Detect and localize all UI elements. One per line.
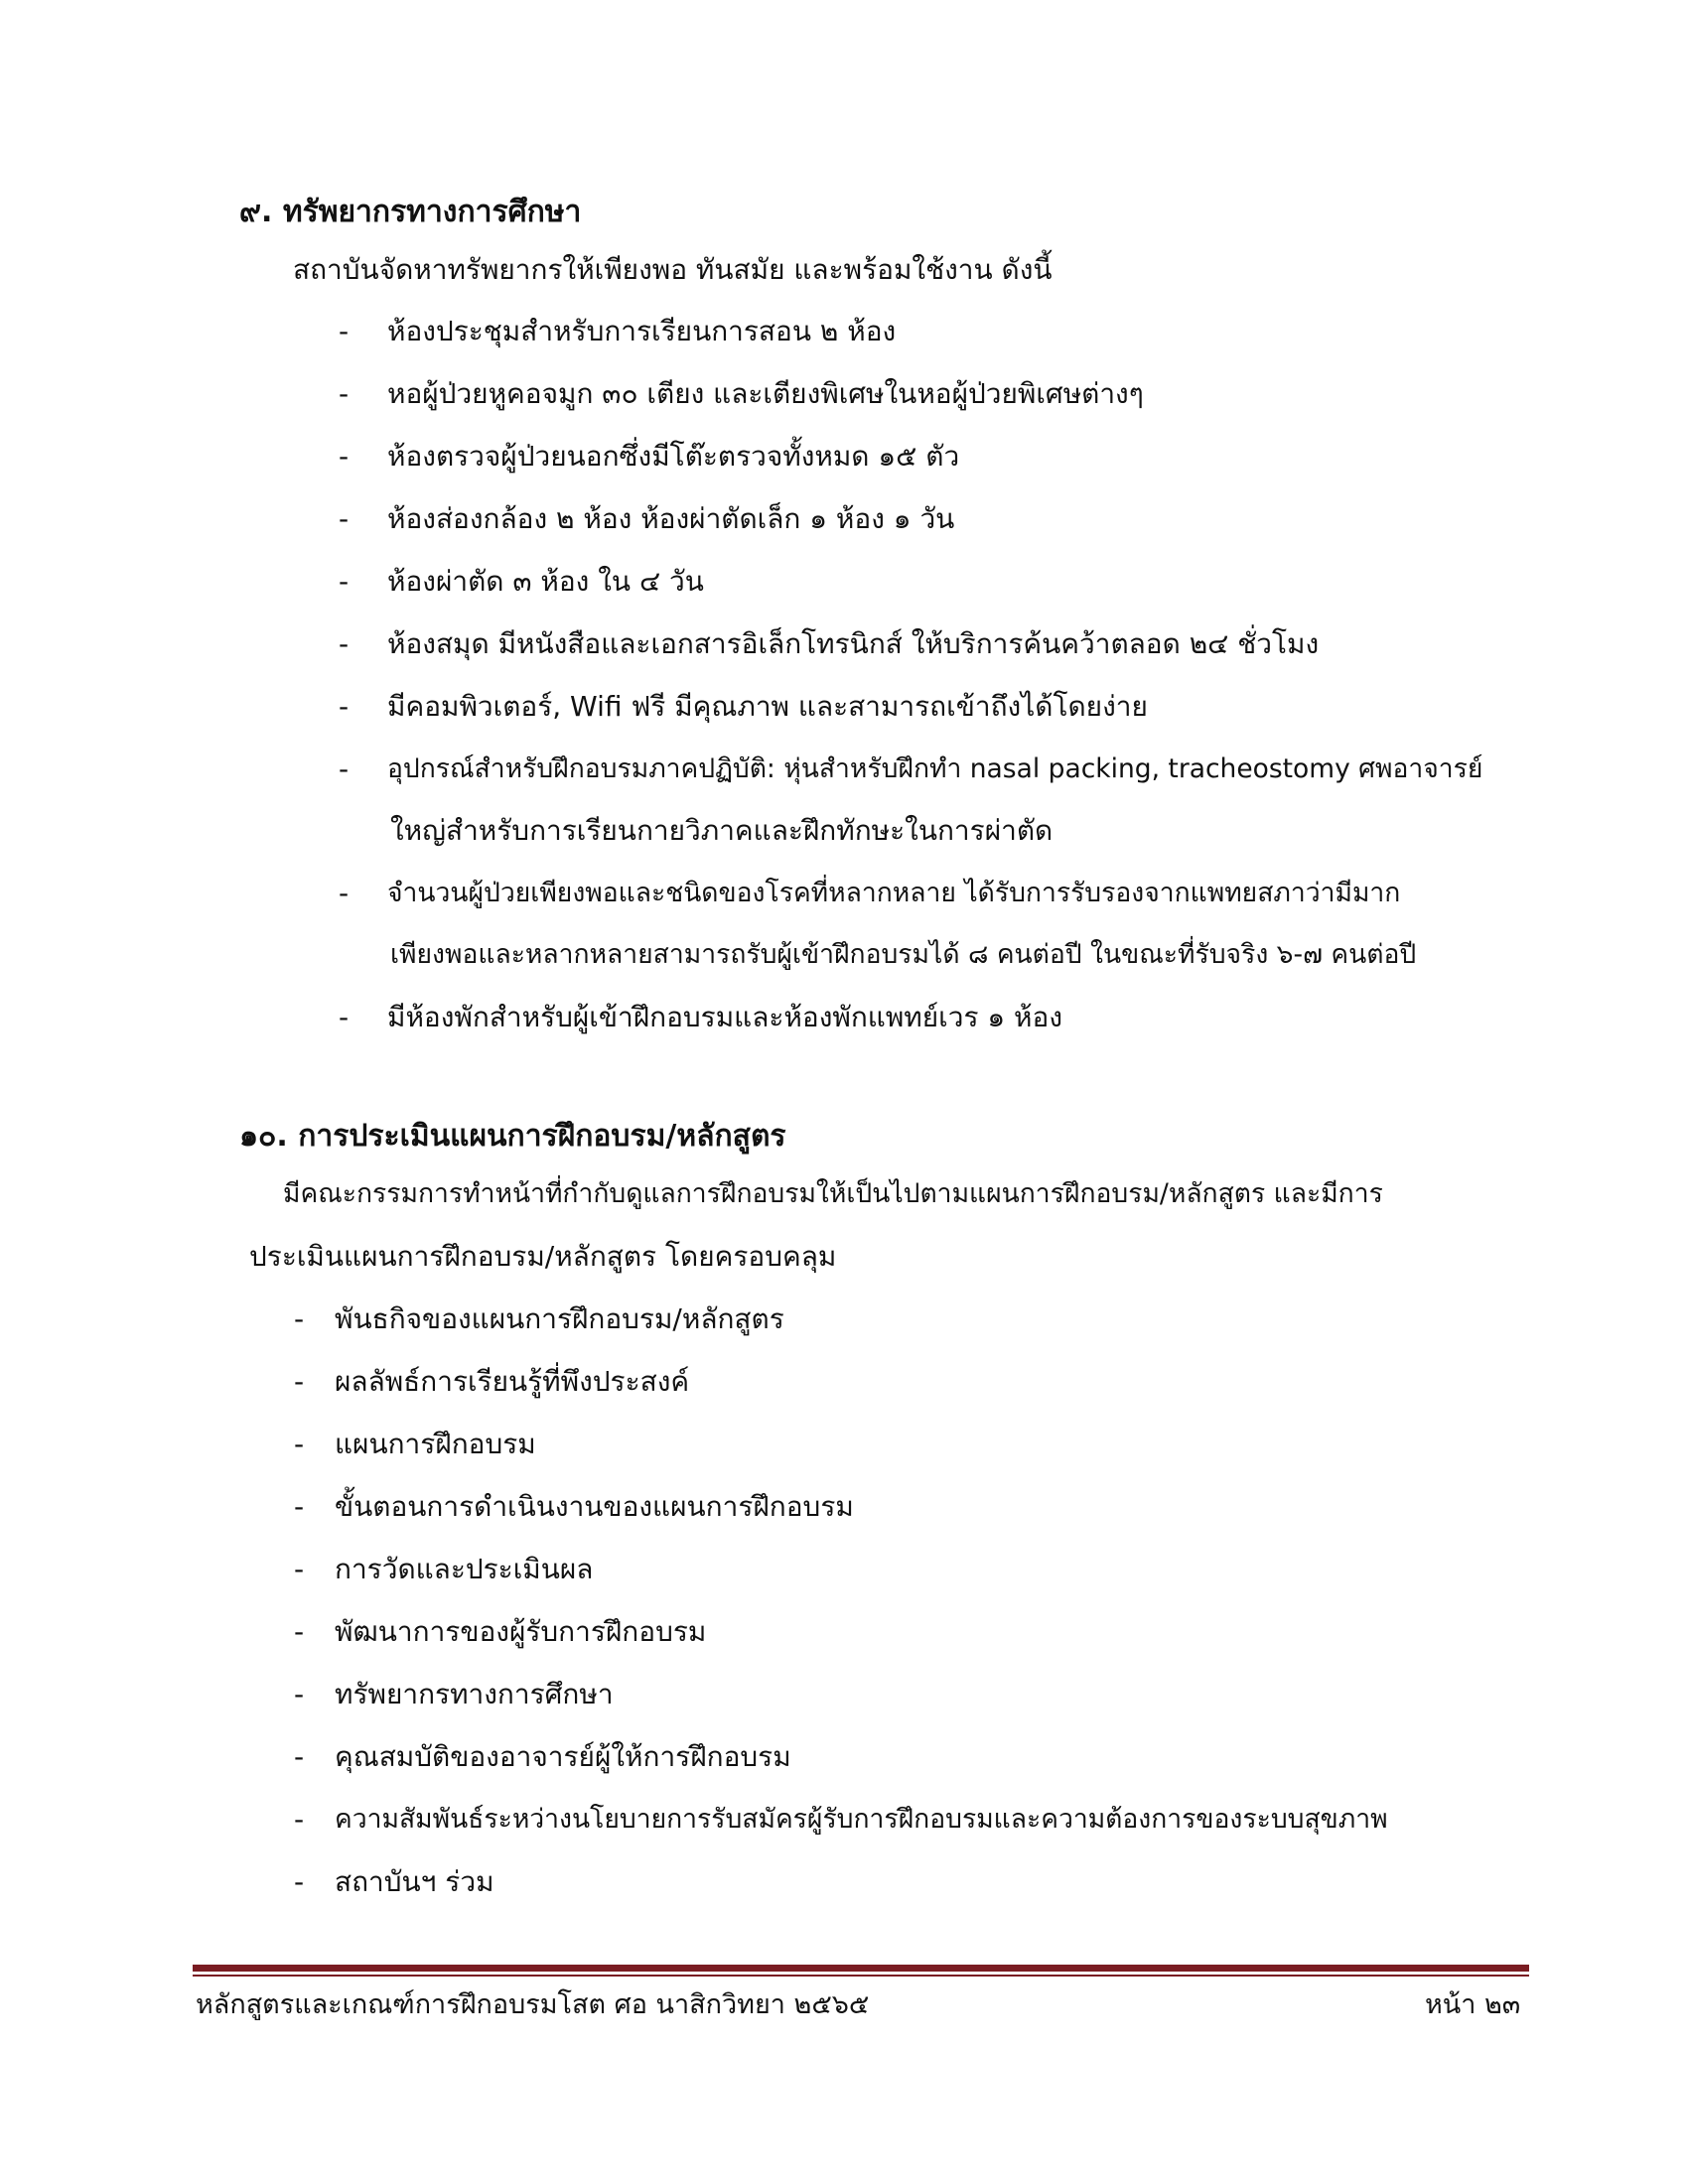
- bullet-dash: -: [294, 1740, 305, 1773]
- footer-title: หลักสูตรและเกณฑ์การฝึกอบรมโสต ศอ นาสิกวิทยา ๒๕๖๕: [196, 1989, 870, 2020]
- list-item-text: ห้องส่องกล้อง ๒ ห้อง ห้องผ่าตัดเล็ก ๑ ห้อง ๑ วัน: [387, 502, 955, 535]
- list-item-text: มีคอมพิวเตอร์, Wifi ฟรี มีคุณภาพ และสามารถเข้าถึงได้โดยง่าย: [387, 690, 1148, 723]
- bullet-dash: -: [294, 1865, 305, 1898]
- bullet-dash: -: [294, 1803, 305, 1836]
- list-item-text: แผนการฝึกอบรม: [335, 1428, 536, 1460]
- list-item-text: ความสัมพันธ์ระหว่างนโยบายการรับสมัครผู้รับการฝึกอบรมและความต้องการของระบบสุขภาพ: [335, 1804, 1388, 1835]
- bullet-dash: -: [339, 690, 350, 723]
- bullet-dash: -: [339, 752, 350, 785]
- bullet-dash: -: [339, 877, 350, 909]
- bullet-dash: -: [339, 627, 350, 660]
- bullet-dash: -: [339, 377, 350, 410]
- list-item-text: มีห้องพักสำหรับผู้เข้าฝึกอบรมและห้องพักแพทย์เวร ๑ ห้อง: [387, 1001, 1062, 1033]
- bullet-dash: -: [294, 1615, 305, 1648]
- list-item-text: การวัดและประเมินผล: [335, 1553, 594, 1585]
- section-10-heading: ๑๐. การประเมินแผนการฝึกอบรม/หลักสูตร: [239, 1119, 786, 1154]
- list-item-text: จำนวนผู้ป่วยเพียงพอและชนิดของโรคที่หลากหลาย ได้รับการรับรองจากแพทยสภาว่ามีมาก: [387, 878, 1401, 908]
- bullet-dash: -: [294, 1678, 305, 1710]
- bullet-dash: -: [294, 1553, 305, 1585]
- footer-rule-thin: [193, 1975, 1529, 1977]
- bullet-dash: -: [294, 1490, 305, 1523]
- bullet-dash: -: [294, 1302, 305, 1335]
- list-item-text: ห้องผ่าตัด ๓ ห้อง ใน ๔ วัน: [387, 565, 704, 598]
- list-item-text: ห้องสมุด มีหนังสือและเอกสารอิเล็กโทรนิกส์ ให้บริการค้นคว้าตลอด ๒๔ ชั่วโมง: [387, 627, 1320, 660]
- bullet-dash: -: [294, 1428, 305, 1460]
- list-item-text: คุณสมบัติของอาจารย์ผู้ให้การฝึกอบรม: [335, 1740, 791, 1773]
- bullet-dash: -: [339, 1001, 350, 1033]
- list-item-text: ขั้นตอนการดำเนินงานของแผนการฝึกอบรม: [335, 1490, 854, 1523]
- bullet-dash: -: [339, 315, 350, 347]
- section-10-intro-line-2: ประเมินแผนการฝึกอบรม/หลักสูตร โดยครอบคลุม: [249, 1240, 837, 1273]
- section-9-heading: ๙. ทรัพยากรทางการศึกษา: [239, 195, 582, 229]
- list-item-text: สถาบันฯ ร่วม: [335, 1865, 494, 1898]
- bullet-dash: -: [294, 1365, 305, 1398]
- list-item-text: ห้องตรวจผู้ป่วยนอกซึ่งมีโต๊ะตรวจทั้งหมด ๑๕ ตัว: [387, 440, 960, 473]
- list-item-text: พัฒนาการของผู้รับการฝึกอบรม: [335, 1615, 707, 1648]
- bullet-dash: -: [339, 565, 350, 598]
- list-item-continuation: ใหญ่สำหรับการเรียนกายวิภาคและฝึกทักษะในการผ่าตัด: [390, 814, 1054, 847]
- list-item-text: ห้องประชุมสำหรับการเรียนการสอน ๒ ห้อง: [387, 315, 897, 347]
- list-item-continuation: เพียงพอและหลากหลายสามารถรับผู้เข้าฝึกอบรมได้ ๘ คนต่อปี ในขณะที่รับจริง ๖-๗ คนต่อปี: [390, 939, 1417, 970]
- bullet-dash: -: [339, 502, 350, 535]
- section-10-intro-line-1: มีคณะกรรมการทำหน้าที่กำกับดูแลการฝึกอบรมให้เป็นไปตามแผนการฝึกอบรม/หลักสูตร และมีการ: [283, 1178, 1383, 1209]
- section-9-intro: สถาบันจัดหาทรัพยากรให้เพียงพอ ทันสมัย และพร้อมใช้งาน ดังนี้: [293, 253, 1053, 286]
- list-item-text: อุปกรณ์สำหรับฝึกอบรมภาคปฏิบัติ: หุ่นสำหรับฝึกทำ nasal packing, tracheostomy ศพอาจารย์: [387, 753, 1483, 784]
- list-item-text: ผลลัพธ์การเรียนรู้ที่พึงประสงค์: [335, 1365, 690, 1398]
- bullet-dash: -: [339, 440, 350, 473]
- footer-rule: [193, 1965, 1529, 1972]
- page-number: หน้า ๒๓: [1425, 1989, 1521, 2020]
- list-item-text: หอผู้ป่วยหูคอจมูก ๓๐ เตียง และเตียงพิเศษในหอผู้ป่วยพิเศษต่างๆ: [387, 377, 1144, 410]
- list-item-text: พันธกิจของแผนการฝึกอบรม/หลักสูตร: [335, 1302, 784, 1335]
- list-item-text: ทรัพยากรทางการศึกษา: [335, 1678, 614, 1710]
